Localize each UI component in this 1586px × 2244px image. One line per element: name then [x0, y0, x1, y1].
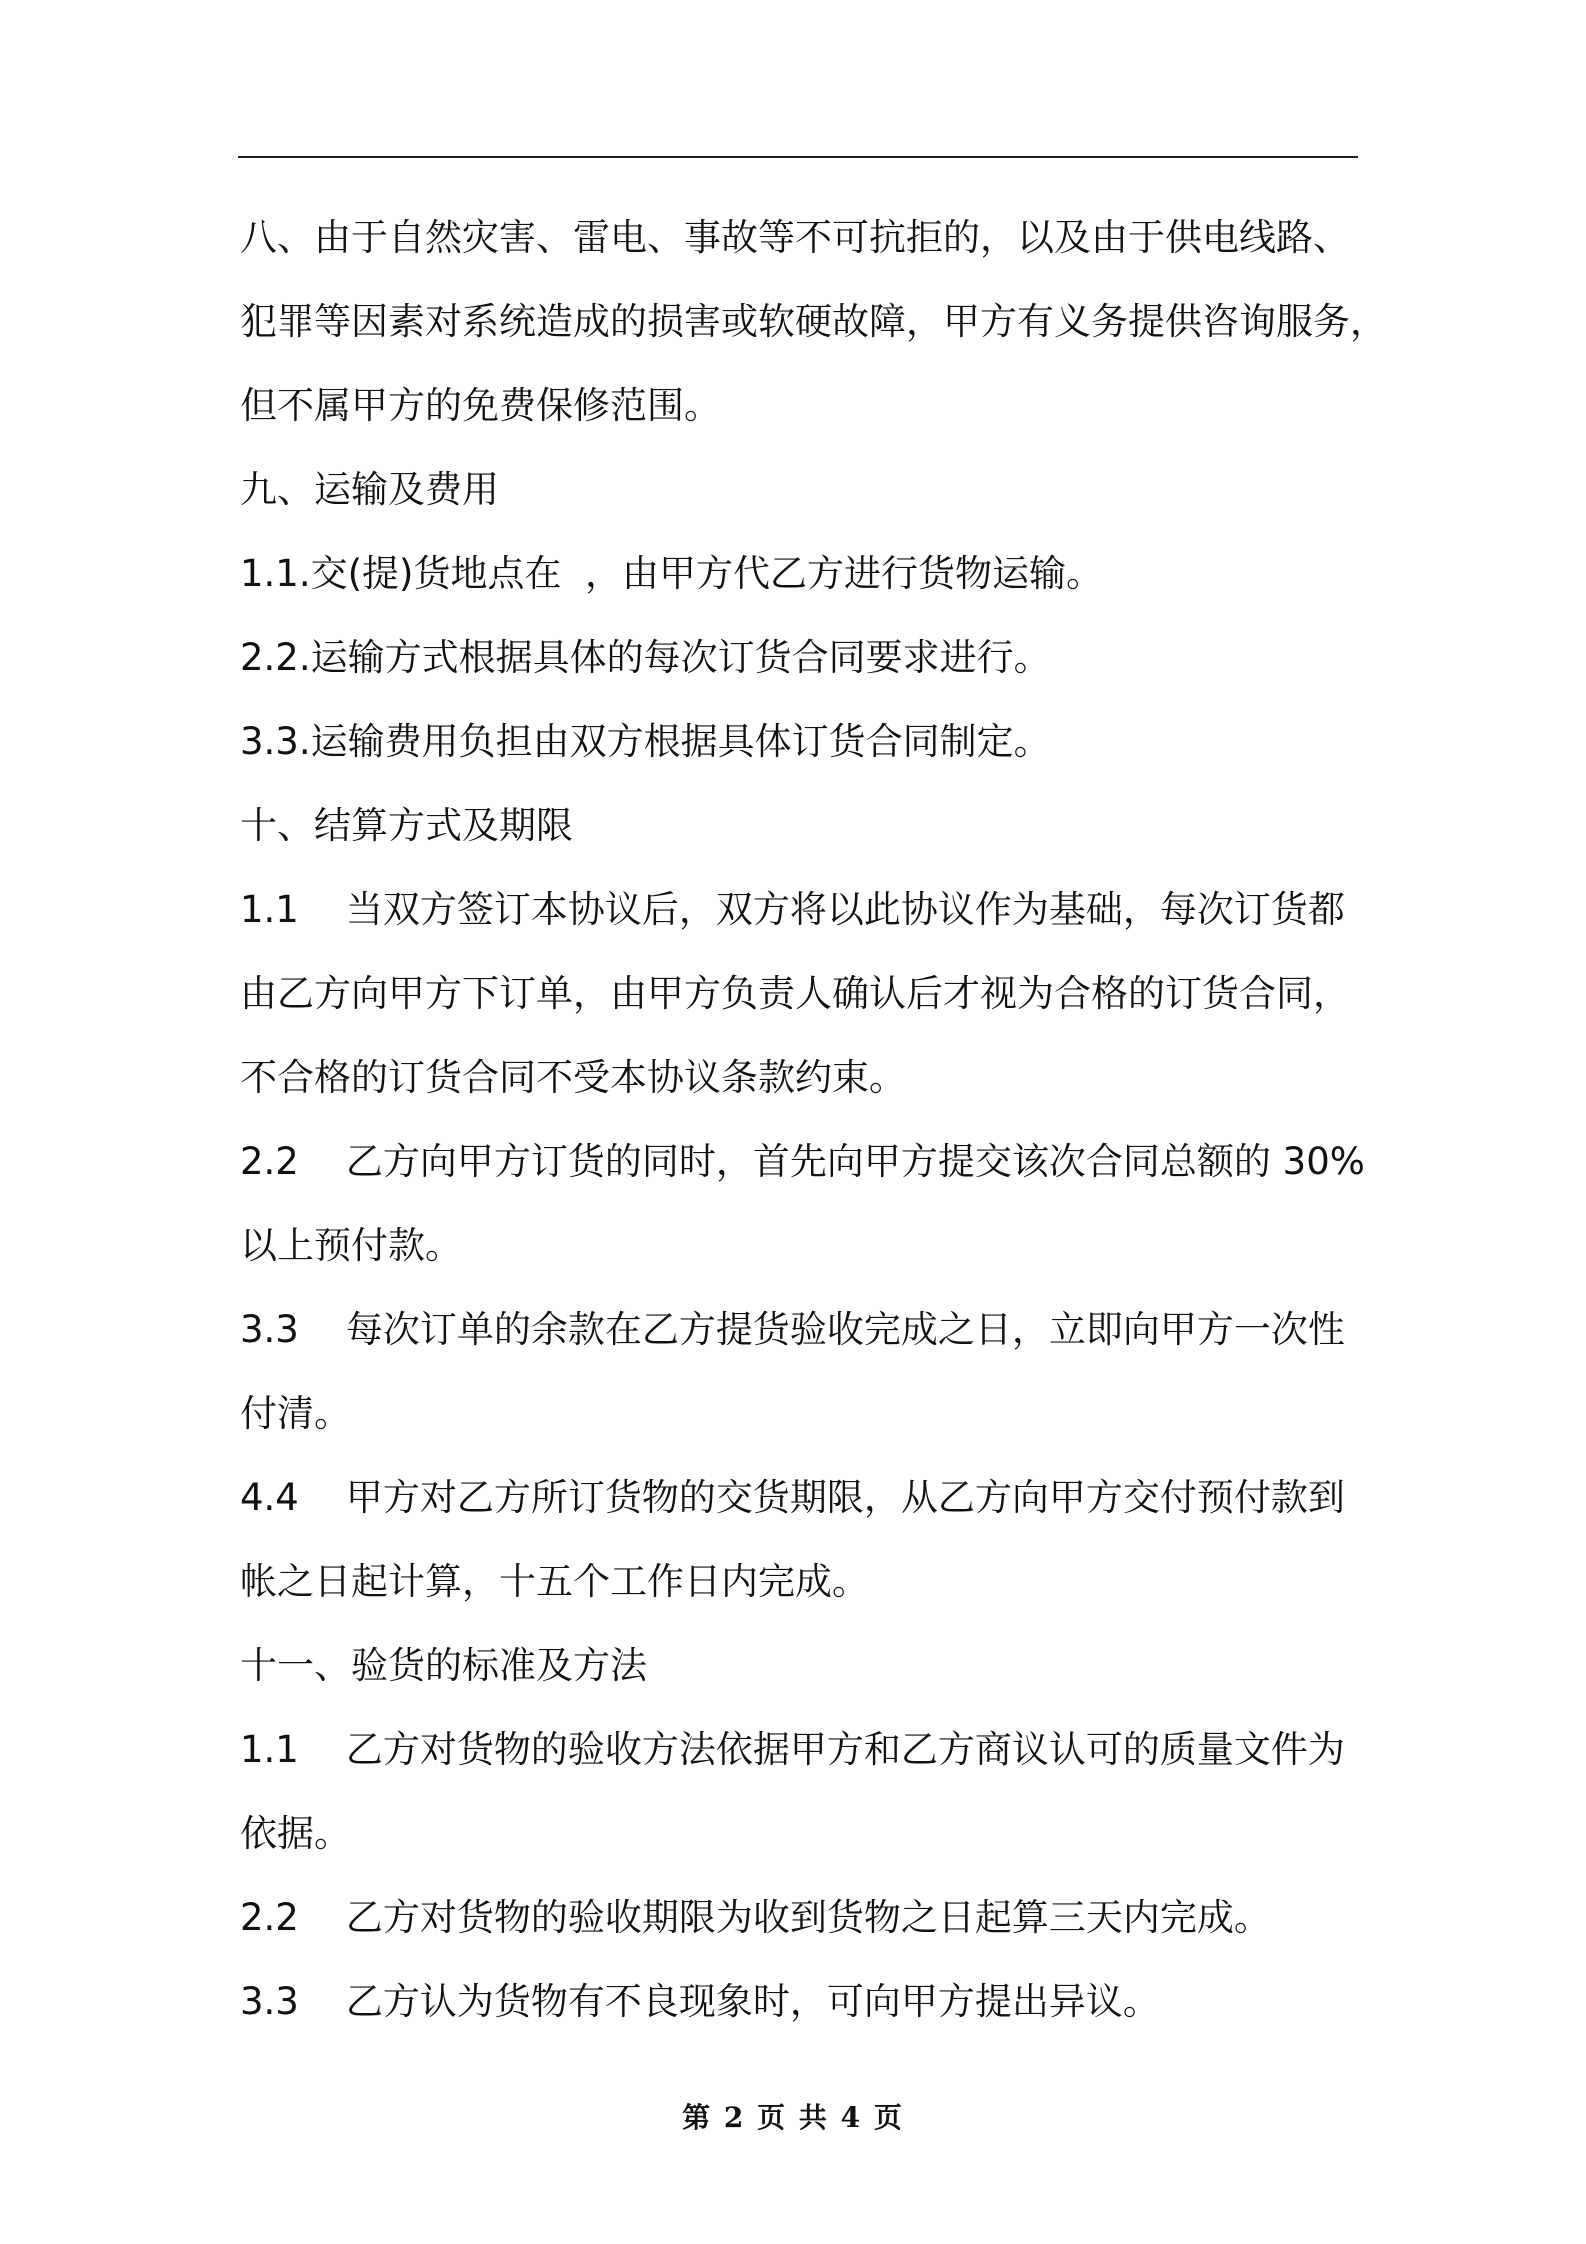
paragraph-line: 3.3 乙方认为货物有不良现象时，可向甲方提出异议。	[240, 1980, 1160, 2023]
paragraph-line: 3.3.运输费用负担由双方根据具体订货合同制定。	[240, 720, 1051, 763]
document-body	[240, 196, 1387, 2044]
paragraph-line: 八、由于自然灾害、雷电、事故等不可抗拒的，以及由于供电线路、	[240, 216, 1350, 259]
paragraph-line: 1.1 乙方对货物的验收方法依据甲方和乙方商议认可的质量文件为	[240, 1728, 1345, 1771]
paragraph-line: 由乙方向甲方下订单，由甲方负责人确认后才视为合格的订货合同，	[240, 972, 1350, 1015]
section-heading: 九、运输及费用	[240, 468, 499, 511]
section-heading: 十一、验货的标准及方法	[240, 1644, 647, 1687]
paragraph-line: 帐之日起计算，十五个工作日内完成。	[240, 1560, 869, 1603]
paragraph-line: 2.2.运输方式根据具体的每次订货合同要求进行。	[240, 636, 1051, 679]
paragraph-line: 犯罪等因素对系统造成的损害或软硬故障，甲方有义务提供咨询服务，	[240, 300, 1387, 343]
header-divider	[238, 156, 1358, 158]
paragraph-line: 不合格的订货合同不受本协议条款约束。	[240, 1056, 906, 1099]
paragraph-line: 4.4 甲方对乙方所订货物的交货期限，从乙方向甲方交付预付款到	[240, 1476, 1345, 1519]
paragraph-line: 1.1.交(提)货地点在 ，由甲方代乙方进行货物运输。	[240, 552, 1103, 595]
paragraph-line: 3.3 每次订单的余款在乙方提货验收完成之日，立即向甲方一次性	[240, 1308, 1345, 1351]
paragraph-line: 2.2 乙方向甲方订货的同时，首先向甲方提交该次合同总额的 30%	[240, 1140, 1365, 1183]
paragraph-line: 依据。	[240, 1812, 351, 1855]
paragraph-line: 以上预付款。	[240, 1224, 462, 1267]
section-heading: 十、结算方式及期限	[240, 804, 573, 847]
paragraph-line: 但不属甲方的免费保修范围。	[240, 384, 721, 427]
page-number-footer: 第 2 页 共 4 页	[682, 2101, 904, 2134]
paragraph-line: 2.2 乙方对货物的验收期限为收到货物之日起算三天内完成。	[240, 1896, 1271, 1939]
paragraph-line: 付清。	[240, 1392, 351, 1435]
paragraph-line: 1.1 当双方签订本协议后，双方将以此协议作为基础，每次订货都	[240, 888, 1345, 931]
